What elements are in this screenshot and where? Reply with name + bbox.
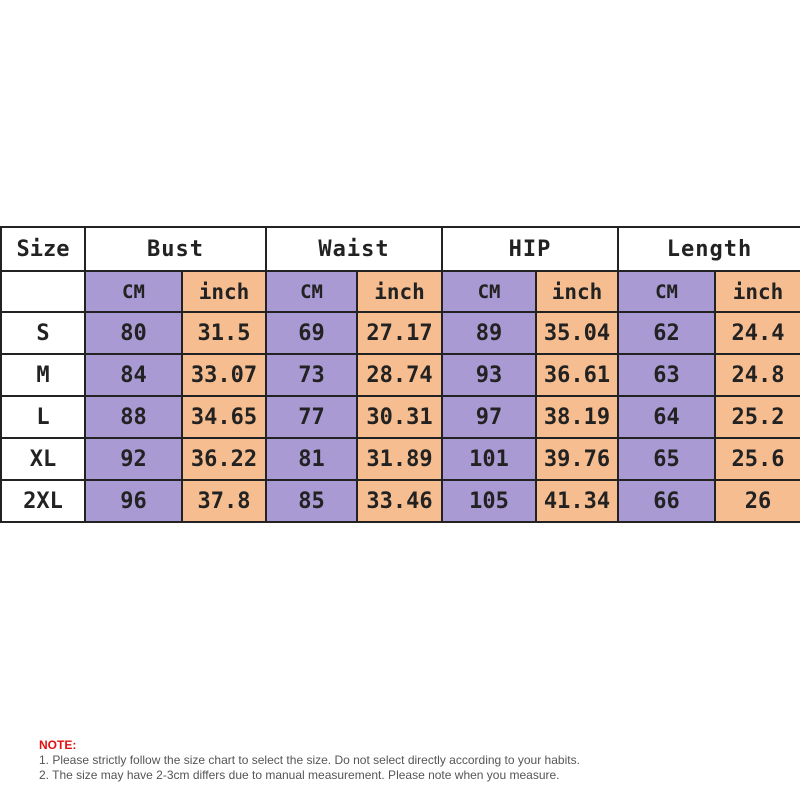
- table-cell: 101: [442, 438, 536, 480]
- table-cell: 33.07: [182, 354, 266, 396]
- table-row: [1, 354, 800, 396]
- table-cell: 34.65: [182, 396, 266, 438]
- table-cell: 73: [266, 354, 357, 396]
- bust-header: Bust: [85, 227, 266, 271]
- table-cell: 62: [618, 312, 715, 354]
- bust-inch-unit: inch: [182, 271, 266, 312]
- table-cell: 96: [85, 480, 182, 522]
- hip-cm-unit: CM: [442, 271, 536, 312]
- table-cell: 64: [618, 396, 715, 438]
- table-cell: 85: [266, 480, 357, 522]
- table-cell: 26: [715, 480, 800, 522]
- size-label: L: [1, 396, 85, 438]
- table-cell: 30.31: [357, 396, 442, 438]
- table-cell: 69: [266, 312, 357, 354]
- table-cell: 88: [85, 396, 182, 438]
- size-label: XL: [1, 438, 85, 480]
- table-cell: 27.17: [357, 312, 442, 354]
- size-chart-table: [0, 226, 800, 523]
- length-inch-unit: inch: [715, 271, 800, 312]
- table-cell: 37.8: [182, 480, 266, 522]
- table-cell: 35.04: [536, 312, 618, 354]
- table-cell: 81: [266, 438, 357, 480]
- table-cell: 25.2: [715, 396, 800, 438]
- table-row: [1, 438, 800, 480]
- header-row: [1, 227, 800, 271]
- table-row: [1, 396, 800, 438]
- hip-header: HIP: [442, 227, 618, 271]
- size-label: S: [1, 312, 85, 354]
- table-cell: 31.89: [357, 438, 442, 480]
- table-cell: 25.6: [715, 438, 800, 480]
- table-cell: 97: [442, 396, 536, 438]
- table-cell: 92: [85, 438, 182, 480]
- table-cell: 84: [85, 354, 182, 396]
- table-cell: 39.76: [536, 438, 618, 480]
- note-line-1: 1. Please strictly follow the size chart to select the size. Do not select directly according to your habits.: [39, 753, 580, 767]
- table-cell: 80: [85, 312, 182, 354]
- table-cell: 93: [442, 354, 536, 396]
- table-cell: 33.46: [357, 480, 442, 522]
- size-label: 2XL: [1, 480, 85, 522]
- hip-inch-unit: inch: [536, 271, 618, 312]
- unit-row: [1, 271, 800, 312]
- length-cm-unit: CM: [618, 271, 715, 312]
- table-cell: 28.74: [357, 354, 442, 396]
- waist-inch-unit: inch: [357, 271, 442, 312]
- length-header: Length: [618, 227, 800, 271]
- table-cell: 66: [618, 480, 715, 522]
- bust-cm-unit: CM: [85, 271, 182, 312]
- table-cell: 24.8: [715, 354, 800, 396]
- size-header: Size: [1, 227, 85, 271]
- table-cell: 31.5: [182, 312, 266, 354]
- waist-header: Waist: [266, 227, 442, 271]
- note-title: NOTE:: [39, 738, 77, 752]
- table-cell: 77: [266, 396, 357, 438]
- table-row: [1, 312, 800, 354]
- table-cell: 24.4: [715, 312, 800, 354]
- table-cell: 65: [618, 438, 715, 480]
- table-cell: 36.22: [182, 438, 266, 480]
- table-cell: 89: [442, 312, 536, 354]
- size-label: M: [1, 354, 85, 396]
- note-line-2: 2. The size may have 2-3cm differs due to manual measurement. Please note when you measure.: [39, 768, 560, 782]
- table-cell: 105: [442, 480, 536, 522]
- table-row: [1, 480, 800, 522]
- unit-row-corner: [1, 271, 85, 312]
- table-cell: 63: [618, 354, 715, 396]
- table-cell: 36.61: [536, 354, 618, 396]
- table-cell: 41.34: [536, 480, 618, 522]
- size-note: [39, 738, 580, 783]
- waist-cm-unit: CM: [266, 271, 357, 312]
- table-cell: 38.19: [536, 396, 618, 438]
